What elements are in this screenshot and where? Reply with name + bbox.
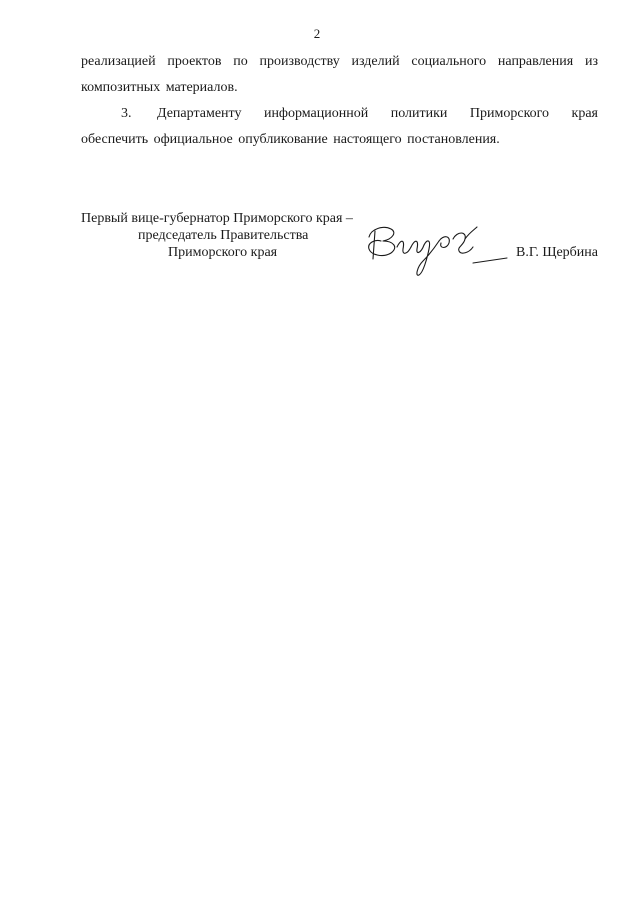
- item-text: Департаменту информационной политики Приморского края обеспечить официальное опубликование настоящего постановления.: [81, 106, 598, 147]
- signer-position-line-2: председатель Правительства: [138, 228, 309, 243]
- paragraph-continuation: реализацией проектов по производству изделий социального направления из композитных материалов.: [81, 54, 598, 95]
- page-number: 2: [313, 26, 321, 41]
- signer-position-line-1: Первый вице-губернатор Приморского края –: [81, 211, 353, 226]
- signature-block: [81, 211, 598, 281]
- handwritten-signature: [361, 217, 511, 279]
- item-number: 3.: [121, 106, 132, 121]
- signer-name: В.Г. Щербина: [515, 245, 598, 260]
- signer-position-line-3: Приморского края: [168, 245, 278, 260]
- paragraph-item-3: [81, 101, 598, 153]
